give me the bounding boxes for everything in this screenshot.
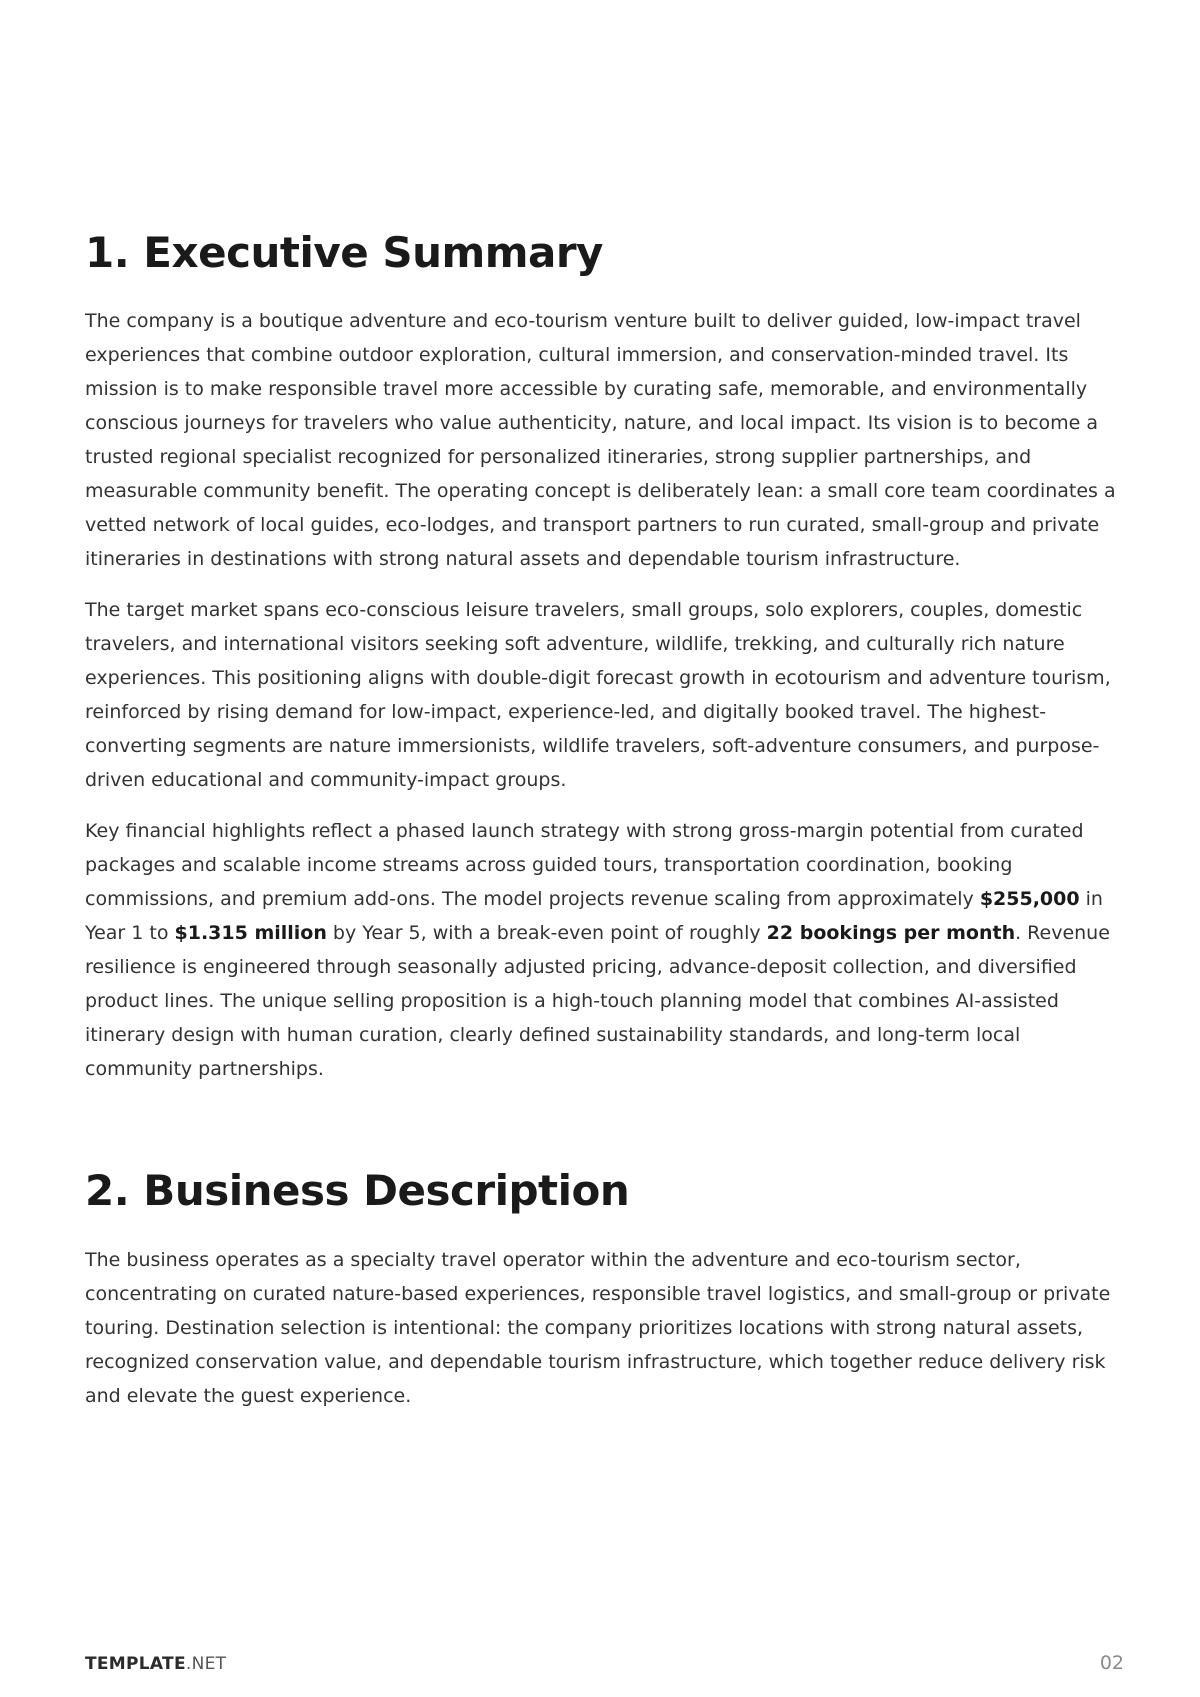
breakeven-point: 22 bookings per month <box>766 922 1016 945</box>
page-content <box>85 228 1120 1430</box>
brand-name: TEMPLATE <box>85 1654 186 1674</box>
section-title-executive-summary: 1. Executive Summary <box>85 228 603 277</box>
p3-text-4: . Revenue resilience is engineered through seasonally adjusted pricing, advance-deposit collection, and diversified product lines. The unique selling proposition is a high-touch planning model that combines AI-assisted itinerary design with human curation, clearly defined sustainability standards, and long-term local community partnerships. <box>85 922 1110 1081</box>
revenue-year1: $255,000 <box>979 888 1080 911</box>
revenue-year5: $1.315 million <box>174 922 327 945</box>
p3-text-1: Key financial highlights reflect a phased launch strategy with strong gross-margin potential from curated packages and scalable income streams across guided tours, transportation coordination, booking commissions, and premium add-ons. The model projects revenue scaling from approximately <box>85 820 1084 911</box>
footer-brand-logo <box>85 1654 226 1674</box>
section-title-business-description: 2. Business Description <box>85 1166 630 1216</box>
brand-suffix: .NET <box>185 1654 227 1674</box>
p3-text-3: by Year 5, with a break-even point of roughly <box>326 922 767 945</box>
executive-summary-paragraph-2: The target market spans eco-conscious leisure travelers, small groups, solo explorers, couples, domestic travelers, and international visitors seeking soft adventure, wildlife, trekking, and culturally rich nature experiences. This positioning aligns with double-digit forecast growth in ecotourism and adventure tourism, reinforced by rising demand for low-impact, experience-led, and digitally booked travel. The highest-converting segments are nature immersionists, wildlife travelers, soft-adventure consumers, and purpose-driven educational and community-impact groups. <box>85 599 1111 792</box>
executive-summary-paragraph-3 <box>85 814 1120 1086</box>
page-number: 02 <box>1099 1652 1124 1674</box>
business-description-paragraph-1: The business operates as a specialty travel operator within the adventure and eco-tourism sector, concentrating on curated nature-based experiences, responsible travel logistics, and small-group or private touring. Destination selection is intentional: the company prioritizes locations with strong natural assets, recognized conservation value, and dependable tourism infrastructure, which together reduce delivery risk and elevate the guest experience. <box>85 1248 1111 1407</box>
executive-summary-paragraph-1: The company is a boutique adventure and eco-tourism venture built to deliver guided, low-impact travel experiences that combine outdoor exploration, cultural immersion, and conservation-minded travel. Its mission is to make responsible travel more accessible by curating safe, memorable, and environmentally conscious journeys for travelers who value authenticity, nature, and local impact. Its vision is to become a trusted regional specialist recognized for personalized itineraries, strong supplier partnerships, and measurable community benefit. The operating concept is deliberately lean: a small core team coordinates a vetted network of local guides, eco-lodges, and transport partners to run curated, small-group and private itineraries in destinations with strong natural assets and dependable tourism infrastructure. <box>85 310 1116 571</box>
p3-text-2: in Year 1 to <box>85 888 1103 945</box>
